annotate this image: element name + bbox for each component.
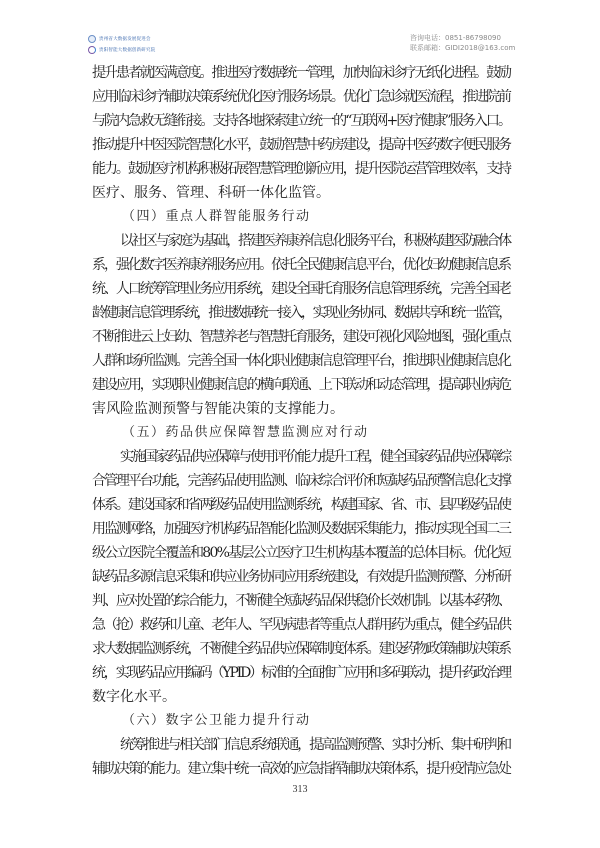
text-line: 龄健康信息管理系统，推进数据统一接入，实现业务协同、数据共享和统一监管， (92, 305, 510, 321)
paragraph (92, 445, 510, 709)
text-line: 应用临床诊疗辅助决策系统优化医疗服务场景。优化门急诊就医流程，推进院前 (92, 89, 510, 105)
email-label: 联系邮箱： (410, 44, 445, 52)
association-logo-icon (88, 35, 96, 43)
text-line: 害风险监测预警与智能决策的支撑能力。 (92, 401, 344, 417)
text-line: 体系。建设国家和省两级药品使用监测系统，构建国家、省、市、县四级药品使 (92, 497, 510, 513)
paragraph (92, 61, 510, 205)
text-line: 数字化水平。 (92, 689, 176, 705)
text-line: 实施国家药品供应保障与使用评价能力提升工程，健全国家药品供应保障综 (120, 449, 510, 465)
paragraph (92, 733, 510, 781)
logo-text-2: 贵阳智能大数据创新研究院 (99, 47, 156, 53)
logo-text-1: 贵州省大数据发展促进会 (99, 36, 151, 42)
text-line: 能力。鼓励医疗机构积极拓展智慧管理创新应用，提升医院运营管理效率，支持 (92, 161, 510, 177)
text-line: 推动提升中医医院智慧化水平，鼓励智慧中药房建设，提高中医药数字便民服务 (92, 137, 510, 153)
text-line: 辅助决策的能力。建立集中统一高效的应急指挥辅助决策体系，提升疫情应急处 (92, 761, 510, 777)
institute-logo-icon (88, 46, 96, 54)
phone-line (410, 33, 515, 43)
section-heading: （六）数字公卫能力提升行动 (122, 713, 311, 728)
text-line: 急（抢）救药和儿童、老年人、罕见病患者等重点人群用药为重点，健全药品供 (92, 617, 510, 633)
logo-row-2 (88, 44, 163, 55)
document-body (92, 61, 510, 781)
text-line: 合管理平台功能，完善药品使用监测、临床综合评价和短缺药品预警信息化支撑 (92, 473, 510, 489)
text-line: 统筹推进与相关部门信息系统联通，提高监测预警、实时分析、集中研判和 (120, 737, 510, 753)
phone-number: 0851-86798090 (445, 34, 501, 42)
text-line: 不断推进云上妇幼、智慧养老与智慧托育服务，建设可视化风险地图，强化重点 (92, 329, 510, 345)
contact-info (410, 33, 515, 53)
section-heading: （五）药品供应保障智慧监测应对行动 (122, 425, 369, 440)
text-line: 以社区与家庭为基础，搭建医养康养信息化服务平台，积极构建医防融合体 (120, 233, 510, 249)
text-line: 人群和场所监测。完善全国一体化职业健康信息管理平台，推进职业健康信息化 (92, 353, 510, 369)
text-line: 系，强化数字医养康养服务应用。依托全民健康信息平台，优化妇幼健康信息系 (92, 257, 510, 273)
text-line: 求大数据监测系统，不断健全药品供应保障制度体系。建设药物政策辅助决策系 (92, 641, 510, 657)
text-line: 缺药品多源信息采集和供应业务协同应用系统建设，有效提升监测预警、分析研 (92, 569, 510, 585)
email-line (410, 43, 515, 53)
text-line: 提升患者就医满意度。推进医疗数据统一管理，加快临床诊疗无纸化进程。鼓励 (92, 65, 510, 81)
text-line: 建设应用，实现职业健康信息的横向联通、上下联动和动态管理，提高职业病危 (92, 377, 510, 393)
paragraph (92, 229, 510, 421)
text-line: 与院内急救无缝衔接。支持各地探索建立统一的“互联网+医疗健康”服务入口。 (92, 113, 510, 129)
text-line: 统，实现药品应用编码（YPID）标准的全面推广应用和多码联动，提升药政治理 (92, 665, 510, 681)
text-line: 医疗、服务、管理、科研一体化监管。 (92, 185, 330, 201)
text-line: 级公立医院全覆盖和80%基层公立医疗卫生机构基本覆盖的总体目标。优化短 (92, 545, 510, 561)
text-line: 统、人口统筹管理业务应用系统，建设全国托育服务信息管理系统，完善全国老 (92, 281, 510, 297)
section-heading: （四）重点人群智能服务行动 (122, 209, 311, 224)
logo-row-1 (88, 33, 163, 44)
text-line: 判、应对处置的综合能力，不断健全短缺药品保供稳价长效机制。以基本药物、 (92, 593, 510, 609)
phone-label: 咨询电话： (410, 34, 445, 42)
text-line: 用监测网络，加强医疗机构药品智能化监测及数据采集能力，推动实现全国二三 (92, 521, 510, 537)
organization-logo (88, 33, 163, 57)
page-number: 313 (292, 784, 308, 795)
page-header (0, 0, 600, 62)
email-address: GIDI2018@163.com (445, 44, 516, 52)
